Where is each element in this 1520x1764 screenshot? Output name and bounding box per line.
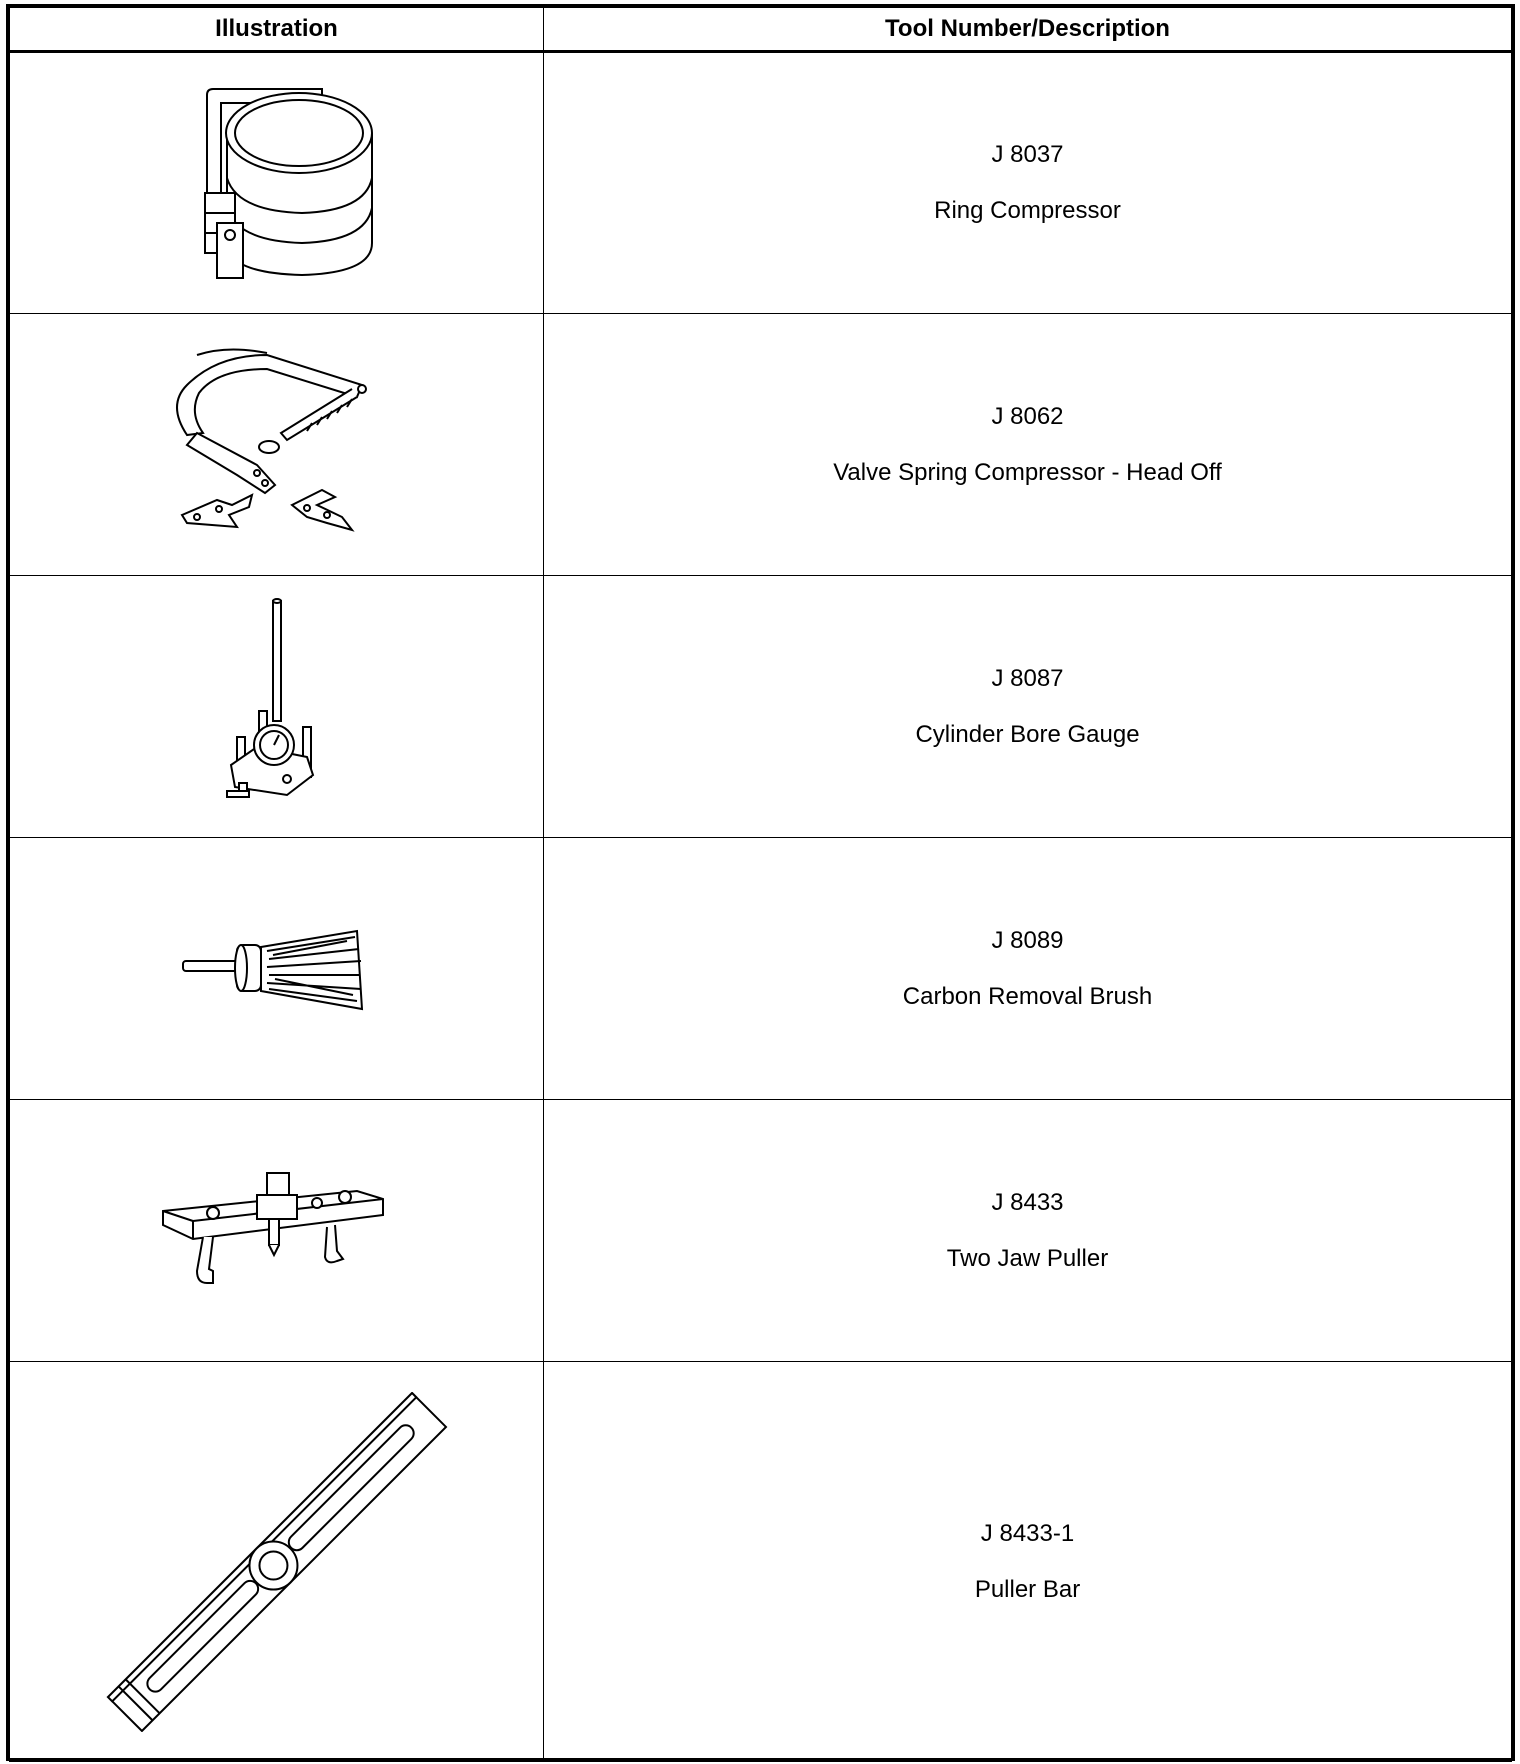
tool-name: Carbon Removal Brush [902, 982, 1153, 1010]
cylinder-bore-gauge-icon [217, 597, 337, 817]
tool-name: Ring Compressor [934, 197, 1121, 224]
description-cell [544, 838, 1512, 1100]
valve-spring-compressor-icon [157, 345, 397, 545]
tool-name: Puller Bar [974, 1575, 1081, 1603]
tool-number: J 8089 [991, 926, 1064, 954]
description-cell [544, 52, 1512, 314]
tool-number: J 8062 [991, 402, 1064, 430]
table-row [10, 314, 1512, 576]
tool-name: Cylinder Bore Gauge [915, 720, 1140, 748]
two-jaw-puller-icon [157, 1161, 397, 1301]
table-row [10, 576, 1512, 838]
description-cell [544, 1362, 1512, 1762]
table-row [10, 1100, 1512, 1362]
description-cell [544, 576, 1512, 838]
tool-number: J 8433 [991, 1188, 1064, 1216]
tool-name: Valve Spring Compressor - Head Off [833, 458, 1222, 486]
tool-number: J 8037 [991, 141, 1064, 168]
tool-number: J 8087 [991, 664, 1064, 692]
table-row [10, 1362, 1512, 1762]
table-header-row [10, 8, 1512, 52]
illustration-cell [10, 576, 544, 838]
tool-number: J 8433-1 [980, 1519, 1075, 1547]
description-cell [544, 314, 1512, 576]
illustration-cell [10, 52, 544, 314]
column-header-description: Tool Number/Description [544, 8, 1512, 52]
illustration-cell [10, 1362, 544, 1762]
illustration-cell [10, 838, 544, 1100]
carbon-removal-brush-icon [177, 919, 377, 1019]
column-header-illustration: Illustration [10, 8, 544, 52]
ring-compressor-icon [177, 83, 377, 283]
illustration-cell [10, 314, 544, 576]
puller-bar-icon [97, 1392, 457, 1732]
tool-name: Two Jaw Puller [946, 1244, 1109, 1272]
table-row [10, 52, 1512, 314]
table-row [10, 838, 1512, 1100]
description-cell [544, 1100, 1512, 1362]
tool-table-frame [6, 4, 1515, 1761]
tool-table [9, 7, 1512, 1762]
illustration-cell [10, 1100, 544, 1362]
